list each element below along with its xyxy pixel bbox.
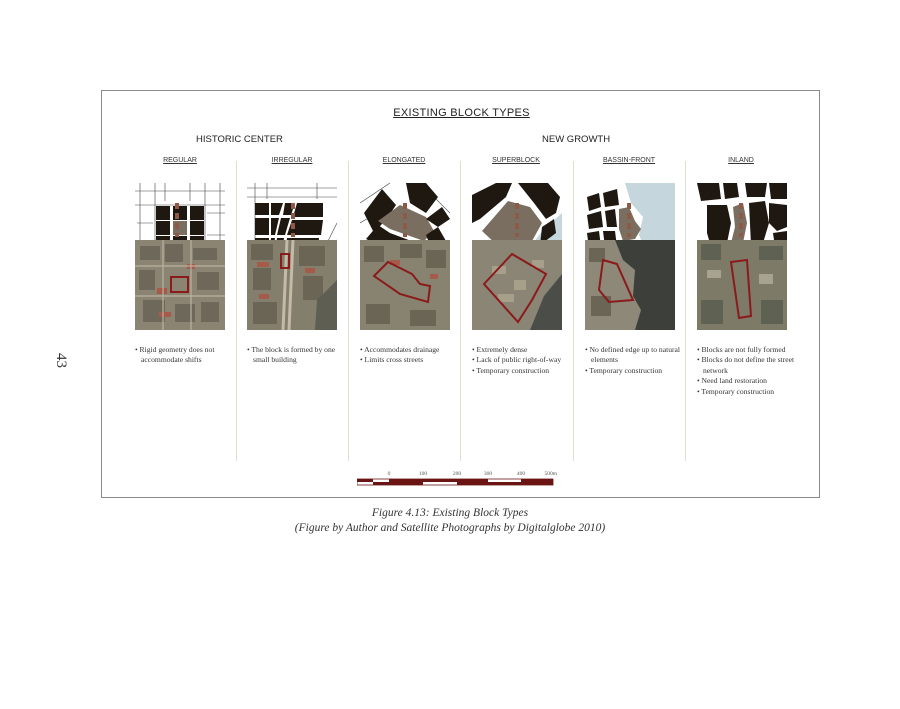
- elongated-notes: [360, 345, 460, 366]
- superblock-satellite-photo: [472, 240, 562, 330]
- inland-notes: [697, 345, 797, 397]
- scale-bar: [357, 469, 557, 489]
- connector-dashes: [403, 203, 407, 237]
- scale-label: 0: [387, 471, 391, 477]
- bullet-item: • The block is formed by one small building: [247, 345, 336, 365]
- figure-caption-credit: (Figure by Author and Satellite Photographs by Digitalglobe 2010): [294, 522, 606, 534]
- column-title: INLAND: [728, 157, 754, 164]
- bullet-item: • Blocks are not fully formed: [697, 345, 786, 354]
- scale-label: 500m: [544, 471, 557, 477]
- connector-dashes: [627, 203, 631, 237]
- column-divider: [685, 161, 686, 461]
- scale-label: 300: [483, 471, 493, 477]
- column-title: BASSIN-FRONT: [602, 157, 656, 164]
- block-type-regular: [124, 157, 236, 169]
- block-type-elongated: [348, 157, 460, 169]
- bullet-item: • Temporary construction: [472, 365, 550, 375]
- bullet-item: • Blocks do not define the street network: [697, 355, 795, 375]
- bassin-front-satellite-photo: [585, 240, 675, 330]
- column-divider: [573, 161, 574, 461]
- block-type-irregular: [236, 157, 348, 169]
- connector-dashes: [291, 203, 295, 237]
- column-divider: [348, 161, 349, 461]
- column-title: IRREGULAR: [271, 157, 313, 164]
- block-type-inland: [685, 157, 797, 169]
- historic-center-heading: HISTORIC CENTER: [196, 134, 283, 145]
- column-divider: [460, 161, 461, 461]
- column-divider: [236, 161, 237, 461]
- scale-label: 200: [452, 471, 462, 477]
- block-type-bassin-front: [573, 157, 685, 169]
- connector-dashes: [739, 203, 743, 237]
- bassin-front-notes: [585, 345, 685, 376]
- bullet-item: • No defined edge up to natural elements: [585, 345, 681, 365]
- elongated-satellite-photo: [360, 240, 450, 330]
- regular-notes: [135, 345, 235, 366]
- superblock-notes: [472, 345, 572, 376]
- page-number: 43: [53, 353, 69, 368]
- inland-satellite-photo: [697, 240, 787, 330]
- figure-caption-title: Figure 4.13: Existing Block Types: [371, 507, 529, 519]
- bullet-item: • Rigid geometry does not accommodate shifts: [135, 345, 215, 365]
- column-title: REGULAR: [163, 157, 197, 164]
- bullet-item: • Temporary construction: [585, 365, 663, 375]
- connector-dashes: [175, 203, 179, 237]
- regular-satellite-photo: [135, 240, 225, 330]
- bullet-item: • Accommodates drainage: [360, 345, 440, 354]
- bullet-item: • Lack of public right-of-way: [472, 355, 562, 365]
- scale-label: 400: [516, 471, 526, 477]
- scale-label: 100: [418, 471, 428, 477]
- bullet-item: • Need land restoration: [697, 376, 767, 386]
- column-title: SUPERBLOCK: [492, 157, 540, 164]
- bullet-item: • Limits cross streets: [360, 355, 424, 365]
- bullet-item: • Temporary construction: [697, 386, 775, 396]
- figure-title: EXISTING BLOCK TYPES: [393, 107, 530, 119]
- irregular-satellite-photo: [247, 240, 337, 330]
- irregular-notes: [247, 345, 347, 366]
- new-growth-heading: NEW GROWTH: [542, 134, 611, 145]
- connector-dashes: [515, 203, 519, 237]
- figure-frame: [101, 90, 820, 498]
- bullet-item: • Extremely dense: [472, 345, 528, 354]
- column-title: ELONGATED: [382, 157, 426, 164]
- block-type-superblock: [460, 157, 572, 169]
